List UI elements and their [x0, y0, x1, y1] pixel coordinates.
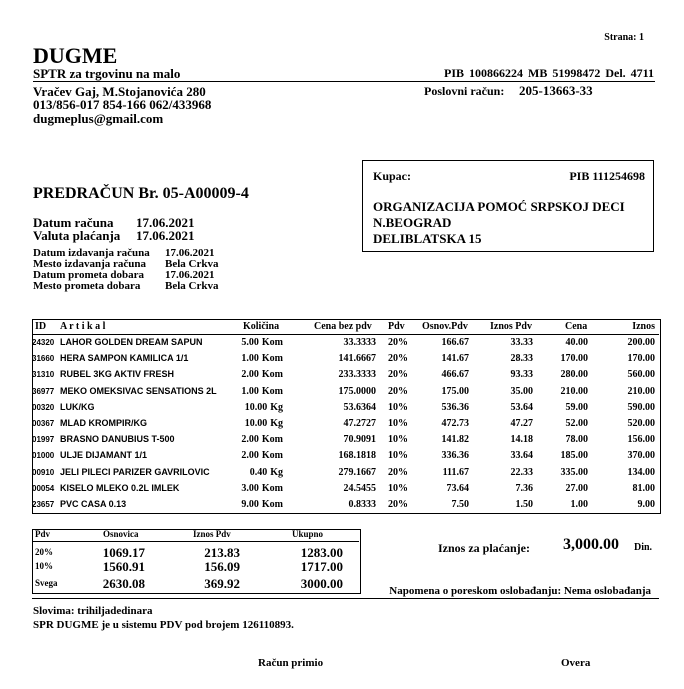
item-qty: 3.00 Kom	[241, 482, 283, 494]
col-cena-header: Cena	[565, 321, 588, 332]
item-qty: 5.00 Kom	[241, 337, 283, 348]
detail-value: Bela Crkva	[165, 280, 219, 292]
item-pdv: 20%	[388, 499, 408, 510]
table-row	[32, 450, 659, 466]
table-row	[32, 386, 659, 402]
item-qty: 2.00 Kom	[241, 450, 283, 462]
table-row	[32, 353, 659, 369]
item-total: 590.00	[627, 401, 655, 413]
field-value: 17.06.2021	[136, 228, 195, 243]
item-base: 141.82	[441, 434, 469, 446]
table-row	[32, 369, 659, 385]
item-total: 81.00	[632, 482, 655, 494]
summary-pdv: 10%	[35, 561, 53, 571]
detail-value: Bela Crkva	[165, 258, 219, 270]
page-number: Strana: 1	[604, 32, 644, 43]
item-vat: 1.50	[515, 499, 533, 510]
col-vat-header: Iznos Pdv	[490, 321, 532, 332]
summary-base: 1069.17	[102, 545, 145, 560]
item-cena: 52.00	[565, 418, 588, 429]
detail-label: Datum prometa dobara	[33, 269, 145, 281]
buyer-box	[362, 160, 654, 252]
item-vat: 53.64	[510, 401, 533, 413]
col-article-header: A r t i k a l	[60, 321, 106, 332]
summary-vat: 156.09	[204, 559, 240, 574]
item-cena: 185.00	[560, 450, 588, 462]
table-row	[32, 483, 659, 499]
item-unit: Kg	[270, 466, 283, 478]
item-price: 279.1667	[338, 466, 376, 478]
item-base: 166.67	[441, 337, 469, 348]
item-pdv: 20%	[388, 369, 408, 381]
buyer-name: ORGANIZACIJA POMOĆ SRPSKOJ DECI	[373, 199, 625, 214]
header-divider	[33, 81, 655, 82]
received-by-label: Račun primio	[258, 657, 324, 669]
vat-system-statement: SPR DUGME je u sistemu PDV pod brojem 126110893.	[33, 619, 294, 631]
item-base: 336.36	[441, 450, 469, 462]
payment-currency: Din.	[634, 542, 653, 553]
item-vat: 47.27	[510, 418, 533, 429]
item-qty: 10.00 Kg	[244, 418, 283, 429]
item-base: 7.50	[451, 499, 469, 510]
company-name: DUGME	[33, 43, 118, 68]
verification-label: Overa	[561, 657, 591, 669]
item-price: 24.5455	[343, 482, 376, 494]
item-price: 175.0000	[338, 385, 376, 397]
item-total: 520.00	[627, 418, 655, 429]
item-id: 01997	[32, 435, 55, 445]
table-row	[32, 402, 659, 418]
item-unit: Kom	[261, 482, 283, 494]
table-row	[32, 337, 659, 353]
item-name: BRASNO DANUBIUS T-500	[60, 434, 175, 445]
item-total: 156.00	[627, 434, 655, 446]
item-vat: 35.00	[510, 385, 533, 397]
buyer-street: DELIBLATSKA 15	[373, 231, 482, 246]
item-total: 9.00	[637, 499, 655, 510]
item-base: 175.00	[441, 385, 469, 397]
item-unit: Kom	[261, 499, 283, 510]
item-name: JELI PILECI PARIZER GAVRILOVIC	[60, 466, 210, 477]
item-base: 73.64	[446, 482, 469, 494]
item-id: 00910	[32, 467, 55, 477]
item-cena: 1.00	[570, 499, 588, 510]
account-label: Poslovni račun:	[424, 84, 505, 98]
item-qty: 1.00 Kom	[241, 385, 283, 397]
item-cena: 40.00	[565, 337, 588, 348]
field-value: 17.06.2021	[136, 215, 195, 230]
item-qty: 2.00 Kom	[241, 434, 283, 446]
item-price: 141.6667	[338, 353, 376, 365]
item-qty: 0.40 Kg	[249, 466, 283, 478]
item-id: 23657	[32, 500, 55, 509]
table-row	[32, 434, 659, 450]
summary-base-header: Osnovica	[103, 529, 139, 539]
payment-amount: 3,000.00	[563, 536, 619, 553]
col-qty-header: Količina	[243, 321, 280, 332]
item-vat: 93.33	[510, 369, 533, 381]
item-total: 210.00	[627, 385, 655, 397]
item-id: 00367	[32, 419, 55, 428]
item-base: 111.67	[442, 466, 469, 478]
amount-in-words: Slovima: trihiljadedinara	[33, 605, 153, 617]
summary-pdv: Svega	[35, 578, 58, 588]
item-qty: 1.00 Kom	[241, 353, 283, 365]
item-name: ULJE DIJAMANT 1/1	[60, 450, 148, 461]
item-base: 466.67	[441, 369, 469, 381]
item-vat: 14.18	[510, 434, 533, 446]
summary-base: 2630.08	[102, 576, 145, 591]
item-name: RUBEL 3KG AKTIV FRESH	[60, 369, 175, 380]
account-number: 205-13663-33	[519, 83, 593, 98]
item-id: 31660	[32, 354, 55, 364]
item-price: 168.1818	[338, 450, 376, 462]
item-unit: Kom	[261, 450, 283, 462]
company-pib-line: PIB 100866224 MB 51998472 Del. 4711	[444, 66, 654, 80]
document-title: PREDRAČUN Br. 05-A00009-4	[33, 185, 249, 202]
item-base: 472.73	[441, 418, 469, 429]
item-pdv: 10%	[388, 482, 408, 494]
footer-divider	[32, 598, 659, 599]
item-total: 370.00	[627, 450, 655, 462]
item-price: 33.3333	[343, 337, 376, 348]
summary-total: 3000.00	[300, 576, 343, 591]
item-qty: 9.00 Kom	[241, 499, 283, 510]
table-row	[32, 467, 659, 483]
field-label: Valuta plaćanja	[33, 228, 121, 243]
item-price: 70.9091	[343, 434, 376, 446]
col-total-header: Iznos	[632, 321, 655, 332]
item-unit: Kg	[270, 401, 283, 413]
item-pdv: 10%	[388, 450, 408, 462]
item-vat: 7.36	[515, 482, 533, 494]
detail-value: 17.06.2021	[165, 247, 215, 259]
item-unit: Kg	[270, 418, 283, 429]
company-subtitle: SPTR za trgovinu na malo	[33, 66, 181, 81]
item-qty: 2.00 Kom	[241, 369, 283, 381]
item-cena: 78.00	[565, 434, 588, 446]
item-id: 00054	[32, 483, 55, 493]
item-vat: 28.33	[510, 353, 533, 365]
summary-base: 1560.91	[102, 559, 145, 574]
summary-pdv-header: Pdv	[35, 529, 51, 539]
payment-label: Iznos za plaćanje:	[438, 541, 530, 555]
buyer-label: Kupac:	[373, 169, 412, 183]
detail-label: Mesto prometa dobara	[33, 280, 141, 292]
item-pdv: 20%	[388, 385, 408, 397]
item-pdv: 10%	[388, 418, 408, 429]
item-total: 560.00	[627, 369, 655, 381]
summary-vat-header: Iznos Pdv	[193, 529, 231, 539]
item-name: HERA SAMPON KAMILICA 1/1	[60, 353, 189, 364]
item-cena: 280.00	[560, 369, 588, 381]
item-unit: Kom	[261, 434, 283, 446]
table-row	[32, 418, 659, 434]
item-pdv: 20%	[388, 337, 408, 348]
item-qty: 10.00 Kg	[244, 401, 283, 413]
item-pdv: 20%	[388, 353, 408, 365]
item-name: KISELO MLEKO 0.2L IMLEK	[60, 482, 180, 493]
summary-total: 1283.00	[300, 545, 343, 560]
item-cena: 27.00	[565, 482, 588, 494]
item-cena: 210.00	[560, 385, 588, 397]
item-vat: 22.33	[510, 466, 533, 478]
document-fields	[33, 216, 195, 242]
document-details	[33, 248, 218, 292]
item-price: 233.3333	[338, 369, 376, 381]
buyer-city: N.BEOGRAD	[373, 215, 452, 230]
summary-pdv: 20%	[35, 547, 53, 557]
item-name: LAHOR GOLDEN DREAM SAPUN	[60, 337, 203, 347]
summary-vat: 369.92	[204, 576, 240, 591]
table-header-divider	[32, 334, 659, 335]
col-pdv-header: Pdv	[388, 321, 405, 332]
detail-label: Datum izdavanja računa	[33, 247, 150, 259]
item-id: 01000	[32, 451, 55, 461]
item-cena: 59.00	[565, 401, 588, 413]
item-name: LUK/KG	[60, 401, 95, 412]
item-id: 31310	[32, 370, 55, 380]
summary-total: 1717.00	[300, 559, 343, 574]
item-price: 53.6364	[343, 401, 376, 413]
summary-total-header: Ukupno	[292, 529, 324, 539]
item-total: 200.00	[627, 337, 655, 348]
field-label: Datum računa	[33, 215, 114, 230]
item-base: 141.67	[441, 353, 469, 365]
item-name: MEKO OMEKSIVAC SENSATIONS 2L	[60, 385, 217, 396]
col-price-header: Cena bez pdv	[314, 321, 372, 332]
col-id-header: ID	[35, 321, 47, 332]
item-name: MLAD KROMPIR/KG	[60, 418, 147, 428]
table-row	[32, 499, 659, 515]
tax-exemption-note: Napomena o poreskom oslobađanju: Nema oslobađanja	[389, 585, 651, 597]
item-cena: 170.00	[560, 353, 588, 365]
item-price: 47.2727	[343, 418, 376, 429]
item-id: 36977	[32, 386, 55, 396]
item-id: 00320	[32, 402, 55, 412]
item-unit: Kom	[261, 337, 283, 348]
detail-label: Mesto izdavanja računa	[33, 258, 147, 270]
company-phones: 013/856-017 854-166 062/433968	[33, 97, 212, 112]
item-price: 0.8333	[348, 499, 376, 510]
company-email: dugmeplus@gmail.com	[33, 111, 164, 126]
item-unit: Kom	[261, 385, 283, 397]
summary-header-divider	[32, 541, 359, 542]
item-total: 134.00	[627, 466, 655, 478]
summary-vat: 213.83	[204, 545, 240, 560]
item-pdv: 10%	[388, 401, 408, 413]
buyer-pib: PIB 111254698	[569, 169, 645, 183]
company-address: Vračev Gaj, M.Stojanovića 280	[33, 84, 206, 99]
item-total: 170.00	[627, 353, 655, 365]
item-vat: 33.33	[510, 337, 533, 348]
col-base-header: Osnov.Pdv	[422, 321, 468, 332]
item-pdv: 20%	[388, 466, 408, 478]
item-name: PVC CASA 0.13	[60, 499, 127, 509]
detail-value: 17.06.2021	[165, 269, 215, 281]
item-id: 24320	[32, 338, 55, 347]
item-unit: Kom	[261, 369, 283, 381]
item-vat: 33.64	[510, 450, 533, 462]
item-cena: 335.00	[560, 466, 588, 478]
item-base: 536.36	[441, 401, 469, 413]
item-pdv: 10%	[388, 434, 408, 446]
item-unit: Kom	[261, 353, 283, 365]
